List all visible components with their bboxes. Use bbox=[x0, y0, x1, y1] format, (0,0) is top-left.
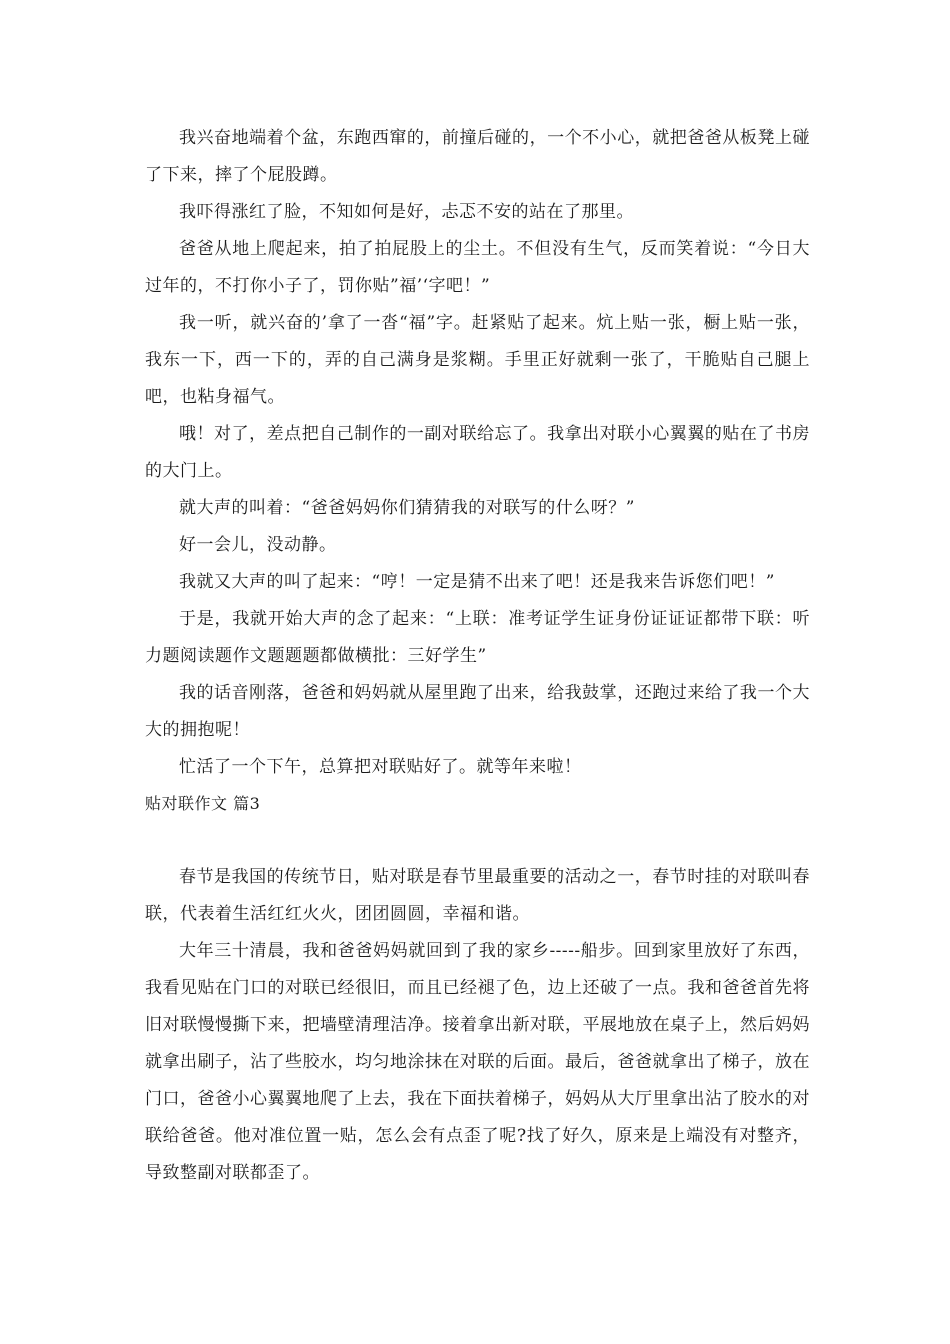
paragraph: 忙活了一个下午，总算把对联贴好了。就等年来啦！ bbox=[179, 757, 582, 777]
paragraph: 好一会儿，没动静。 bbox=[179, 535, 337, 555]
paragraph: 爸爸从地上爬起来，拍了拍屁股上的尘土。不但没有生气，反而笑着说：“今日大过年的，不打你小子了，罚你贴”福’‘字吧！” bbox=[145, 239, 810, 296]
paragraph: 我一听，就兴奋的’拿了一沓“福”字。赶紧贴了起来。炕上贴一张，橱上贴一张，我东一下，西一下的，弄的自己满身是浆糊。手里正好就剩一张了，干脆贴自己腿上吧，也粘身福气。 bbox=[145, 313, 810, 407]
paragraph: 于是，我就开始大声的念了起来：“上联：准考证学生证身份证证证都带下联：听力题阅读题作文题题题都做横批：三好学生” bbox=[145, 609, 810, 666]
paragraph: 哦！对了，差点把自己制作的一副对联给忘了。我拿出对联小心翼翼的贴在了书房的大门上。 bbox=[145, 424, 810, 481]
spacer bbox=[145, 822, 810, 859]
paragraph: 我就又大声的叫了起来：“哼！一定是猜不出来了吧！还是我来告诉您们吧！” bbox=[179, 572, 775, 592]
section-heading: 贴对联作文 篇3 bbox=[145, 794, 261, 813]
document-body bbox=[145, 120, 810, 1192]
paragraph: 我吓得涨红了脸，不知如何是好，忐忑不安的站在了那里。 bbox=[179, 202, 634, 222]
paragraph: 我的话音刚落，爸爸和妈妈就从屋里跑了出来，给我鼓掌，还跑过来给了我一个大大的拥抱呢！ bbox=[145, 683, 810, 740]
paragraph: 大年三十清晨，我和爸爸妈妈就回到了我的家乡-----船步。回到家里放好了东西，我看见贴在门口的对联已经很旧，而且已经褪了色，边上还破了一点。我和爸爸首先将旧对联慢慢撕下来，把墙壁清理洁净。接着拿出新对联，平展地放在桌子上，然后妈妈就拿出刷子，沾了些胶水，均匀地涂抹在对联的后面。最后，爸爸就拿出了梯子，放在门口，爸爸小心翼翼地爬了上去，我在下面扶着梯子，妈妈从大厅里拿出沾了胶水的对联给爸爸。他对准位置一贴，怎么会有点歪了呢?找了好久，原来是上端没有对整齐，导致整副对联都歪了。 bbox=[145, 941, 810, 1183]
paragraph: 就大声的叫着：“爸爸妈妈你们猜猜我的对联写的什么呀？” bbox=[179, 498, 635, 518]
paragraph: 我兴奋地端着个盆，东跑西窜的，前撞后碰的，一个不小心，就把爸爸从板凳上碰了下来，摔了个屁股蹲。 bbox=[145, 128, 810, 185]
paragraph: 春节是我国的传统节日，贴对联是春节里最重要的活动之一，春节时挂的对联叫春联，代表着生活红红火火，团团圆圆，幸福和谐。 bbox=[145, 867, 810, 924]
